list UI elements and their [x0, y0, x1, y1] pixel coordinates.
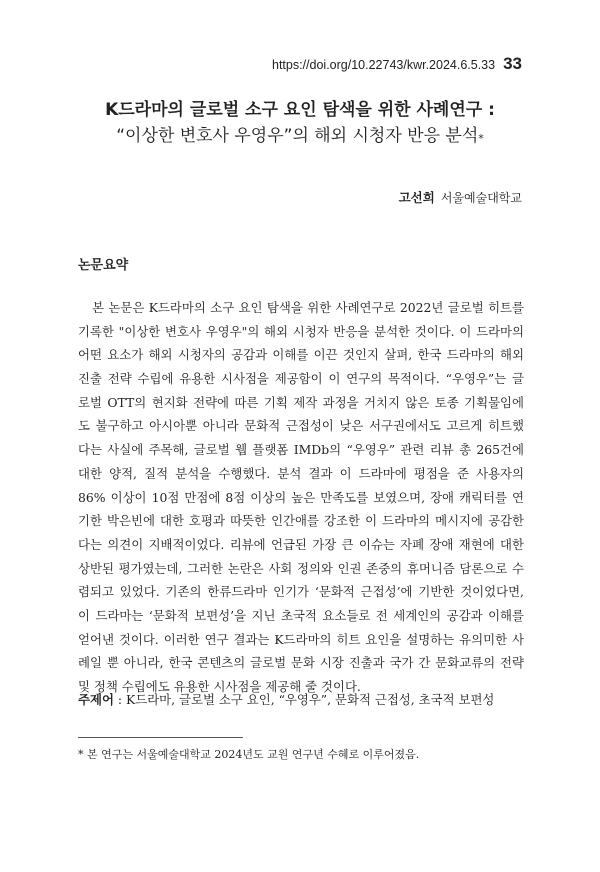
abstract-line: 얻어낸 것이다. 이러한 연구 결과는 K드라마의 히트 요인을 설명하는 유의미한 사 — [78, 631, 524, 647]
abstract-line: 다는 의견이 지배적이었다. 리뷰에 언급된 가장 큰 이슈는 자폐 장애 재현에 대한 — [78, 536, 524, 552]
footnote: * 본 연구는 서울예술대학교 2024년도 교원 연구년 수혜로 이루어졌음. — [78, 748, 420, 761]
abstract-line: 기록한 "이상한 변호사 우영우"의 해외 시청자 반응을 분석한 것이다. 이 드라마의 — [78, 323, 524, 339]
footnote-divider — [78, 737, 243, 738]
abstract-heading: 논문요약 — [78, 258, 129, 273]
abstract-line: 본 논문은 K드라마의 소구 요인 탐색을 위한 사례연구로 2022년 글로벌 히트를 — [92, 300, 524, 315]
abstract-line: 례일 뿐 아니라, 한국 콘텐츠의 글로벌 문화 시장 진출과 국가 간 문화교류의 전략 — [78, 655, 524, 671]
title-line-1: K드라마의 글로벌 소구 요인 탐색을 위한 사례연구 : — [105, 100, 495, 120]
keywords — [78, 690, 524, 708]
abstract-line: 및 정책 수립에도 유용한 시사점을 제공해 줄 것이다. — [78, 679, 361, 694]
keywords-separator: : — [113, 692, 126, 707]
abstract-line: 86% 이상이 10점 만점에 8점 이상의 높은 만족도를 보였으며, 장애 캐릭터를 연 — [78, 489, 524, 505]
abstract-line: 이 드라마는 ‘문화적 보편성’을 지닌 초국적 요소들로 전 세계인의 공감과 이해를 — [78, 607, 524, 623]
abstract-body — [78, 296, 524, 699]
abstract-line: 다는 사실에 주목해, 글로벌 웹 플랫폼 IMDb의 “우영우” 관련 리뷰 총 265건에 — [78, 442, 524, 458]
title-line-2 — [0, 121, 600, 146]
doi-link[interactable]: https://doi.org/10.22743/kwr.2024.6.5.33 — [272, 58, 496, 72]
author-name: 고선희 — [398, 190, 435, 205]
abstract-line: 렴되고 있었다. 기존의 한류드라마 인기가 ‘문화적 근접성’에 기반한 것이었다면, — [78, 584, 524, 600]
abstract-line: 도 불구하고 아시아뿐 아니라 문화적 근접성이 낮은 서구권에서도 고르게 히트했 — [78, 418, 524, 434]
abstract-line: 기한 박은빈에 대한 호평과 따뜻한 인간애를 강조한 이 드라마의 메시지에 공감한 — [78, 513, 524, 529]
author-block — [399, 188, 522, 206]
page-number: 33 — [503, 54, 522, 73]
abstract-line: 대한 양적, 질적 분석을 수행했다. 분석 결과 이 드라마에 평점을 준 사용자의 — [78, 465, 524, 481]
author-affiliation: 서울예술대학교 — [440, 191, 522, 205]
abstract-line: 상반된 평가였는데, 그러한 논란은 사회 정의와 인권 존중의 휴머니즘 담론으로 수 — [78, 560, 524, 576]
abstract-line: 어떤 요소가 해외 시청자의 공감과 이해를 이끈 것인지 살펴, 한국 드라마의 해외 — [78, 347, 524, 363]
title-line-2-text: “이상한 변호사 우영우”의 해외 시청자 반응 분석 — [116, 126, 479, 146]
page-header — [272, 54, 522, 74]
keywords-text: K드라마, 글로벌 소구 요인, “우영우”, 문화적 근접성, 초국적 보편성 — [125, 692, 495, 707]
keywords-label: 주제어 — [78, 692, 114, 707]
abstract-line: 진출 전략 수립에 유용한 시사점을 제공함이 이 연구의 목적이다. “우영우”는 글 — [78, 371, 524, 387]
abstract-line: 로벌 OTT의 현지화 전략에 따른 기획 제작 과정을 거치지 않은 토종 기획물임에 — [78, 394, 524, 410]
title-footnote-mark: * — [478, 132, 484, 145]
